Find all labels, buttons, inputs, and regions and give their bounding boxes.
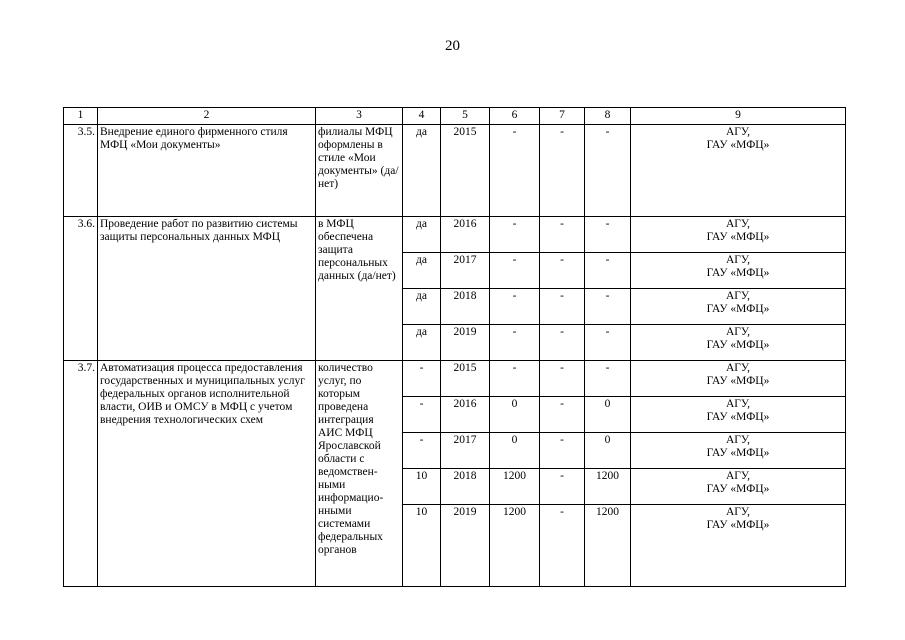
cell-year: 2016 bbox=[441, 217, 490, 253]
cell-col7: - bbox=[540, 361, 585, 397]
cell-responsible bbox=[631, 433, 846, 469]
cell-responsible bbox=[631, 325, 846, 361]
cell-col8: 0 bbox=[585, 433, 631, 469]
cell-col6: 1200 bbox=[490, 469, 540, 505]
cell-year: 2015 bbox=[441, 125, 490, 217]
responsible-line: АГУ, bbox=[725, 506, 751, 518]
cell-year: 2015 bbox=[441, 361, 490, 397]
responsible-line: АГУ, bbox=[725, 254, 751, 266]
item-name: Внедрение единого фирменного стиля МФЦ «Мои документы» bbox=[98, 125, 316, 217]
header-row bbox=[64, 108, 846, 125]
responsible-line: ГАУ «МФЦ» bbox=[706, 267, 770, 279]
cell-col7: - bbox=[540, 125, 585, 217]
responsible-line: АГУ, bbox=[725, 398, 751, 410]
cell-year: 2019 bbox=[441, 325, 490, 361]
cell-col7: - bbox=[540, 325, 585, 361]
cell-col7: - bbox=[540, 469, 585, 505]
cell-col6: - bbox=[490, 361, 540, 397]
cell-col8: - bbox=[585, 361, 631, 397]
cell-responsible bbox=[631, 253, 846, 289]
column-header: 1 bbox=[64, 108, 98, 125]
cell-col7: - bbox=[540, 217, 585, 253]
responsible-line: ГАУ «МФЦ» bbox=[706, 231, 770, 243]
responsible-line: ГАУ «МФЦ» bbox=[706, 519, 770, 531]
cell-year: 2017 bbox=[441, 433, 490, 469]
page-number: 20 bbox=[445, 38, 460, 54]
cell-col8: - bbox=[585, 217, 631, 253]
table-row bbox=[64, 361, 846, 397]
responsible-line: АГУ, bbox=[725, 470, 751, 482]
responsible-line: АГУ, bbox=[725, 326, 751, 338]
cell-col4: да bbox=[403, 289, 441, 325]
cell-col8: - bbox=[585, 253, 631, 289]
table-row bbox=[64, 217, 846, 253]
cell-col4: да bbox=[403, 125, 441, 217]
cell-col4: да bbox=[403, 217, 441, 253]
program-table bbox=[63, 107, 846, 587]
cell-col8: 0 bbox=[585, 397, 631, 433]
item-number: 3.5. bbox=[64, 125, 98, 217]
responsible-line: АГУ, bbox=[725, 290, 751, 302]
item-indicator: в МФЦ обеспечена защита персональных данных (да/нет) bbox=[316, 217, 403, 361]
cell-col8: - bbox=[585, 289, 631, 325]
cell-responsible bbox=[631, 125, 846, 217]
item-number: 3.7. bbox=[64, 361, 98, 587]
cell-col4: - bbox=[403, 433, 441, 469]
responsible-line: АГУ, bbox=[725, 434, 751, 446]
responsible-line: ГАУ «МФЦ» bbox=[706, 483, 770, 495]
responsible-line: ГАУ «МФЦ» bbox=[706, 303, 770, 315]
responsible-line: АГУ, bbox=[725, 126, 751, 138]
table-row bbox=[64, 125, 846, 217]
cell-col8: 1200 bbox=[585, 505, 631, 587]
cell-col4: да bbox=[403, 253, 441, 289]
cell-responsible bbox=[631, 397, 846, 433]
responsible-line: ГАУ «МФЦ» bbox=[706, 339, 770, 351]
item-number: 3.6. bbox=[64, 217, 98, 361]
cell-col6: - bbox=[490, 253, 540, 289]
cell-col8: - bbox=[585, 325, 631, 361]
cell-year: 2016 bbox=[441, 397, 490, 433]
column-header: 5 bbox=[441, 108, 490, 125]
item-name: Проведение работ по развитию системы защиты персональных данных МФЦ bbox=[98, 217, 316, 361]
cell-col6: 0 bbox=[490, 397, 540, 433]
cell-col7: - bbox=[540, 253, 585, 289]
column-header: 7 bbox=[540, 108, 585, 125]
cell-col6: - bbox=[490, 325, 540, 361]
column-header: 6 bbox=[490, 108, 540, 125]
responsible-line: АГУ, bbox=[725, 362, 751, 374]
cell-col6: - bbox=[490, 125, 540, 217]
responsible-line: ГАУ «МФЦ» bbox=[706, 411, 770, 423]
cell-col7: - bbox=[540, 397, 585, 433]
responsible-line: ГАУ «МФЦ» bbox=[706, 139, 770, 151]
cell-col4: да bbox=[403, 325, 441, 361]
cell-col4: 10 bbox=[403, 469, 441, 505]
item-indicator: количество услуг, по которым проведена интеграция АИС МФЦ Ярославской области с ведомствен-ными информацио-нными системами федеральных органов bbox=[316, 361, 403, 587]
cell-col8: 1200 bbox=[585, 469, 631, 505]
responsible-line: АГУ, bbox=[725, 218, 751, 230]
responsible-line: ГАУ «МФЦ» bbox=[706, 447, 770, 459]
cell-year: 2018 bbox=[441, 289, 490, 325]
cell-col8: - bbox=[585, 125, 631, 217]
cell-col7: - bbox=[540, 505, 585, 587]
column-header: 3 bbox=[316, 108, 403, 125]
cell-col6: 0 bbox=[490, 433, 540, 469]
cell-responsible bbox=[631, 505, 846, 587]
column-header: 2 bbox=[98, 108, 316, 125]
cell-col4: 10 bbox=[403, 505, 441, 587]
cell-col6: - bbox=[490, 289, 540, 325]
cell-year: 2019 bbox=[441, 505, 490, 587]
cell-year: 2018 bbox=[441, 469, 490, 505]
cell-responsible bbox=[631, 217, 846, 253]
cell-responsible bbox=[631, 289, 846, 325]
cell-responsible bbox=[631, 361, 846, 397]
item-name: Автоматизация процесса предоставления государственных и муниципальных услуг федеральных органов исполнительной власти, ОИВ и ОМСУ в МФЦ с учетом внедрения технологических схем bbox=[98, 361, 316, 587]
item-indicator: филиалы МФЦ оформлены в стиле «Мои документы» (да/нет) bbox=[316, 125, 403, 217]
cell-responsible bbox=[631, 469, 846, 505]
cell-col4: - bbox=[403, 361, 441, 397]
column-header: 9 bbox=[631, 108, 846, 125]
column-header: 4 bbox=[403, 108, 441, 125]
cell-year: 2017 bbox=[441, 253, 490, 289]
cell-col4: - bbox=[403, 397, 441, 433]
cell-col7: - bbox=[540, 289, 585, 325]
cell-col6: - bbox=[490, 217, 540, 253]
cell-col7: - bbox=[540, 433, 585, 469]
column-header: 8 bbox=[585, 108, 631, 125]
cell-col6: 1200 bbox=[490, 505, 540, 587]
responsible-line: ГАУ «МФЦ» bbox=[706, 375, 770, 387]
